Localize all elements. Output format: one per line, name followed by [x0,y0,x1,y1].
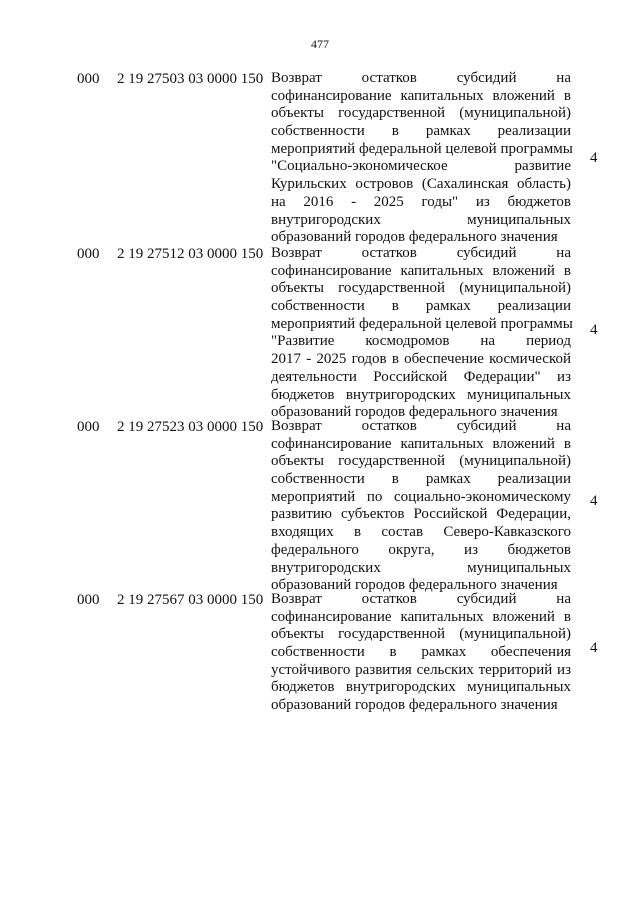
row-description [271,418,571,595]
description-line: развитию субъектов Российской Федерации, [271,506,571,523]
description-line: образований городов федерального значения [271,697,558,714]
description-line: объекты государственной (муниципальной) [271,453,571,470]
budget-classification-code: 2 19 27523 03 0000 150 [117,419,264,435]
description-line: мероприятий федеральной целевой программы [271,140,573,157]
description-line: образований городов федерального значения [271,229,558,246]
row-description [271,245,571,422]
description-line: Возврат остатков субсидий на [271,245,571,261]
description-line: бюджетов внутригородских муниципальных [271,679,571,696]
description-line: мероприятий федеральной целевой программы [271,315,573,332]
description-line: образований городов федерального значения [271,577,558,594]
description-line: "Социально-экономическое развитие [271,158,571,175]
description-line: софинансирование капитальных вложений в [271,608,571,625]
description-line: бюджетов внутригородских муниципальных [271,386,571,403]
description-line: федерального округа, из бюджетов [271,541,571,558]
description-line: образований городов федерального значения [271,404,558,421]
description-line: "Развитие космодромов на период [271,333,571,350]
description-line: 2017 - 2025 годов в обеспечение космической [271,351,571,368]
row-description [271,70,571,247]
description-line: внутригородских муниципальных [271,211,571,228]
description-line: собственности в рамках реализации [271,123,571,140]
budget-classification-code: 2 19 27503 03 0000 150 [117,71,264,87]
distribution-norm: 4 [590,493,598,509]
description-line: собственности в рамках обеспечения [271,644,571,661]
admin-code: 000 [77,71,100,87]
description-line: Возврат остатков субсидий на [271,70,571,86]
admin-code: 000 [77,246,100,262]
description-line: входящих в состав Северо-Кавказского [271,524,571,541]
budget-classification-code: 2 19 27512 03 0000 150 [117,246,264,262]
page-number: 477 [311,37,329,51]
description-line: софинансирование капитальных вложений в [271,435,571,452]
description-line: деятельности Российской Федерации" из [271,368,571,385]
description-line: софинансирование капитальных вложений в [271,262,571,279]
description-line: собственности в рамках реализации [271,298,571,315]
description-line: объекты государственной (муниципальной) [271,626,571,643]
description-line: мероприятий по социально-экономическому [271,488,571,505]
distribution-norm: 4 [590,640,598,656]
distribution-norm: 4 [590,322,598,338]
description-line: Возврат остатков субсидий на [271,418,571,434]
description-line: Курильских островов (Сахалинская область) [271,176,571,193]
description-line: софинансирование капитальных вложений в [271,87,571,104]
row-description [271,591,571,715]
description-line: объекты государственной (муниципальной) [271,105,571,122]
admin-code: 000 [77,419,100,435]
admin-code: 000 [77,592,100,608]
description-line: Возврат остатков субсидий на [271,591,571,607]
description-line: устойчивого развития сельских территорий из [271,661,571,678]
distribution-norm: 4 [590,150,598,166]
budget-classification-code: 2 19 27567 03 0000 150 [117,592,264,608]
description-line: внутригородских муниципальных [271,559,571,576]
description-line: на 2016 - 2025 годы" из бюджетов [271,193,571,210]
description-line: объекты государственной (муниципальной) [271,280,571,297]
description-line: собственности в рамках реализации [271,471,571,488]
